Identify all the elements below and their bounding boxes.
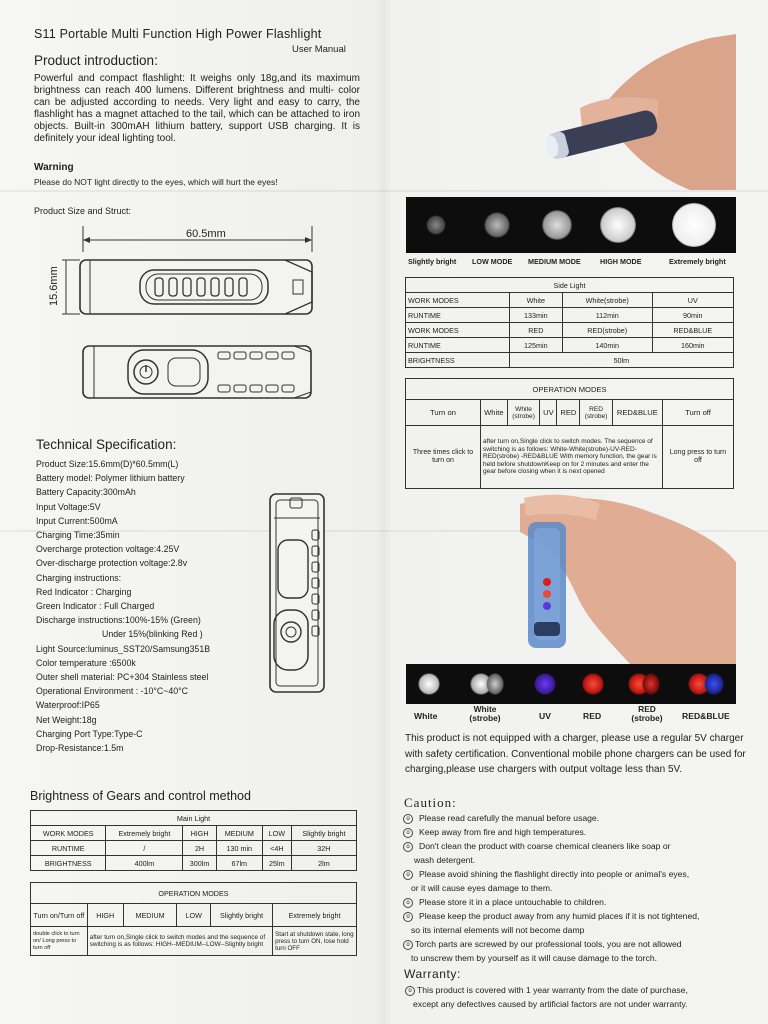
spec-line: Under 15%(blinking Red )	[36, 629, 203, 640]
caution-text: Please store it in a place untouchable to children.	[419, 897, 607, 907]
table-header: RED	[557, 400, 580, 426]
caution-item	[403, 853, 699, 867]
color-red	[582, 673, 604, 695]
table-cell: White(strobe)	[562, 293, 652, 308]
spec-line: Red Indicator : Charging	[36, 586, 132, 597]
diameter-dimension: 15.6mm	[48, 266, 60, 306]
warranty-text-line: This product is covered with 1 year warranty from the date of purchase,	[417, 985, 688, 995]
table-header: Extremely bright	[106, 826, 183, 841]
main-light-title: Main Light	[31, 811, 357, 826]
table-header: Slightly bright	[211, 904, 273, 927]
table-cell: WORK MODES	[406, 323, 510, 338]
color-label: RED	[583, 711, 602, 721]
table-header: UV	[540, 400, 557, 426]
bullet-icon: o	[403, 940, 413, 950]
table-header: RED&BLUE	[612, 400, 662, 426]
mode-label: Slightly bright	[408, 257, 457, 266]
spec-line: Outer shell material: PC+304 Stainless steel	[36, 672, 209, 683]
table-cell: after turn on,Single click to switch modes and the sequence of switching is as follows: HIGH--MEDIUM--LOW--Slightly bright	[87, 927, 272, 956]
spec-line: Battery Capacity:300mAh	[36, 487, 136, 498]
hand-holding-side-light-photo	[520, 492, 736, 664]
table-cell: RUNTIME	[31, 841, 106, 856]
table-cell: RED(strobe)	[562, 323, 652, 338]
bullet-icon: o	[403, 912, 413, 922]
bullet-icon: o	[403, 898, 413, 908]
warranty-heading: Warranty:	[404, 967, 461, 981]
table-cell: Long press to turn off	[663, 426, 734, 489]
mode-label: HIGH MODE	[600, 257, 642, 266]
beam-extremely-bright	[672, 203, 716, 247]
table-cell: <4H	[262, 841, 291, 856]
spec-line: Light Source:luminus_SST20/Samsung351B	[36, 643, 211, 654]
mode-label: MEDIUM MODE	[528, 257, 581, 266]
spec-line: Drop-Resistance:1.5m	[36, 743, 124, 754]
caution-item	[403, 825, 699, 839]
warning-text: Please do NOT light directly to the eyes, which will hurt the eyes!	[34, 177, 278, 187]
caution-item	[403, 937, 699, 951]
table-cell: BRIGHTNESS	[406, 353, 510, 368]
caution-text: Please avoid shining the flashlight directly into people or animal's eyes,	[419, 869, 690, 879]
spec-line: Net Weight:18g	[36, 714, 97, 725]
color-label: RED (strobe)	[631, 704, 663, 723]
bullet-icon: o	[403, 828, 413, 838]
caution-text: Torch parts are screwed by our professional tools, you are not allowed	[415, 939, 682, 949]
table-header: Turn off	[663, 400, 734, 426]
color-label: White (strobe)	[469, 704, 501, 723]
table-cell: 125min	[509, 338, 562, 353]
table-header: LOW	[177, 904, 211, 927]
table-header: WORK MODES	[31, 826, 106, 841]
spec-line: Overcharge protection voltage:4.25V	[36, 544, 180, 555]
caution-heading: Caution:	[404, 795, 457, 810]
manual-subtitle: User Manual	[292, 44, 346, 55]
intro-text: Powerful and compact flashlight: It weighs only 18g,and its maximum brightness can reach 400 lumens. Different brightness and multi- color can be adjusted according to needs. Very light and easy to carry, the flashlight has a magnet attached to the tail, which can be attached to iron objects. Built-in 300mAH lithium battery, support USB charging. It is definitely your ideal lighting tool.	[34, 73, 360, 144]
spec-line: Discharge instructions:100%-15% (Green)	[36, 615, 201, 626]
table-cell: after turn on,Single click to switch modes. The sequence of switching is as follows: White-White(strobe)-UV-RED-RED(strobe) -RED&BLUE With memory function, the gear is held before shutdownKeep on for 2 minutes and enter the gear before closing when it is next opened	[481, 426, 663, 489]
beam-modes-strip	[406, 197, 736, 253]
caution-item	[403, 923, 699, 937]
spec-line: Over-discharge protection voltage:2.8v	[36, 558, 188, 569]
warranty-line	[405, 983, 688, 997]
table-header: Turn on	[406, 400, 481, 426]
table-header: MEDIUM	[216, 826, 262, 841]
table-cell: 160min	[652, 338, 733, 353]
gears-heading: Brightness of Gears and control method	[30, 789, 251, 803]
table-cell: 67lm	[216, 856, 262, 871]
spec-line: Color temperature :6500k	[36, 657, 136, 668]
table-cell: double click to turn on/ Long press to turn off	[31, 927, 88, 956]
caution-item	[403, 951, 699, 965]
caution-text: Please keep the product away from any humid places if it is not tightened,	[419, 911, 700, 921]
table-cell: 130 min	[216, 841, 262, 856]
main-operation-table	[30, 882, 357, 956]
color-label: White	[414, 711, 438, 721]
color-white	[418, 673, 440, 695]
caution-text: Don't clean the product with coarse chemical cleaners like soap or	[419, 841, 671, 851]
table-header: MEDIUM	[123, 904, 177, 927]
bullet-icon: o	[403, 870, 413, 880]
side-light-table	[405, 277, 734, 368]
table-cell: UV	[652, 293, 733, 308]
table-header: LOW	[262, 826, 291, 841]
table-header: RED (strobe)	[580, 400, 612, 426]
beam-low	[484, 212, 510, 238]
hand-holding-flashlight-photo	[540, 28, 736, 190]
table-cell: RED	[509, 323, 562, 338]
table-cell: 25lm	[262, 856, 291, 871]
spec-line: Waterproof:IP65	[36, 700, 100, 711]
caution-text: or it will cause eyes damage to them.	[411, 883, 553, 893]
spec-line: Charging Port Type:Type-C	[36, 728, 143, 739]
spec-line: Input Voltage:5V	[36, 501, 101, 512]
warning-heading: Warning	[34, 162, 74, 173]
bullet-icon: o	[403, 814, 413, 824]
spec-line: Charging Time:35min	[36, 530, 120, 541]
spec-line: Input Current:500mA	[36, 515, 118, 526]
caution-text: Please read carefully the manual before usage.	[419, 813, 600, 823]
spec-line: Battery model: Polymer lithium battery	[36, 473, 185, 484]
table-header: Turn on/Turn off	[31, 904, 88, 927]
color-modes-strip	[406, 664, 736, 704]
table-cell: WORK MODES	[406, 293, 510, 308]
table-header: Extremely bright	[273, 904, 357, 927]
table-cell: /	[106, 841, 183, 856]
length-dimension: 60.5mm	[186, 228, 226, 240]
caution-item	[403, 909, 699, 923]
color-uv	[534, 673, 556, 695]
ops-title: OPERATION MODES	[31, 883, 357, 904]
caution-text: Keep away from fire and high temperatures.	[419, 827, 587, 837]
tech-heading: Technical Specification:	[36, 437, 177, 452]
side-operation-table	[405, 378, 734, 489]
beam-medium	[542, 210, 572, 240]
table-cell: 2H	[183, 841, 216, 856]
spec-line: Product Size:15.6mm(D)*60.5mm(L)	[36, 459, 179, 469]
table-cell: BRIGHTNESS	[31, 856, 106, 871]
caution-text: to unscrew them by yourself as it will cause damage to the torch.	[411, 953, 657, 963]
caution-text: wash detergent.	[414, 855, 476, 865]
bullet-icon: o	[403, 842, 413, 852]
table-cell: RED&BLUE	[652, 323, 733, 338]
table-cell: 133min	[509, 308, 562, 323]
spec-line: Operational Environment : -10°C~40°C	[36, 686, 189, 697]
warranty-text-line: except any defectives caused by artificial factors are not under warranty.	[413, 999, 688, 1009]
table-cell: 112min	[562, 308, 652, 323]
flashlight-dimension-drawing	[50, 222, 330, 412]
bullet-icon: o	[405, 986, 415, 996]
caution-text: so its internal elements will not become damp	[411, 925, 585, 935]
table-cell: 140min	[562, 338, 652, 353]
table-cell: White	[509, 293, 562, 308]
size-heading: Product Size and Struct:	[34, 206, 132, 216]
caution-list	[403, 811, 699, 965]
flashlight-front-drawing	[262, 490, 334, 700]
table-header: White (strobe)	[507, 400, 540, 426]
beam-slightly-bright	[426, 215, 446, 235]
color-red-strobe-ghost	[642, 673, 660, 695]
color-label: RED&BLUE	[682, 711, 730, 721]
table-cell: 90min	[652, 308, 733, 323]
caution-item	[403, 895, 699, 909]
caution-item	[403, 839, 699, 853]
table-cell: 32H	[291, 841, 356, 856]
color-white-strobe-ghost	[486, 673, 504, 695]
table-header: HIGH	[87, 904, 123, 927]
intro-heading: Product introduction:	[34, 53, 158, 68]
table-header: Slightly bright	[291, 826, 356, 841]
table-cell: RUNTIME	[406, 338, 510, 353]
color-label: UV	[539, 711, 551, 721]
table-cell: Three times click to turn on	[406, 426, 481, 489]
spec-line: Charging instructions:	[36, 572, 122, 583]
table-cell: 2lm	[291, 856, 356, 871]
side-ops-title: OPERATION MODES	[406, 379, 734, 400]
caution-item	[403, 867, 699, 881]
manual-title: S11 Portable Multi Function High Power Flashlight	[34, 27, 322, 41]
beam-high	[600, 207, 636, 243]
spec-line: Green Indicator : Full Charged	[36, 601, 155, 612]
caution-item	[403, 811, 699, 825]
warranty-line	[405, 997, 688, 1011]
table-cell: 300lm	[183, 856, 216, 871]
color-blue	[704, 673, 724, 695]
side-light-title: Side Light	[406, 278, 734, 293]
mode-label: LOW MODE	[472, 257, 513, 266]
table-cell: 400lm	[106, 856, 183, 871]
warranty-text	[405, 983, 688, 1011]
table-header: White	[481, 400, 508, 426]
tech-spec-list	[36, 457, 210, 755]
table-cell: 50lm	[509, 353, 733, 368]
mode-label: Extremely bright	[669, 257, 726, 266]
table-cell: Start at shutdown state, long press to turn ON, lose hold turn OFF	[273, 927, 357, 956]
charger-note: This product is not equipped with a charger, please use a regular 5V charger with safety certification. Conventional mobile phone chargers can be used for charging,please use chargers with output voltage less than 5V.	[405, 733, 746, 775]
main-light-table	[30, 810, 357, 871]
table-header: HIGH	[183, 826, 216, 841]
table-cell: RUNTIME	[406, 308, 510, 323]
caution-item	[403, 881, 699, 895]
fold-line	[0, 190, 768, 192]
